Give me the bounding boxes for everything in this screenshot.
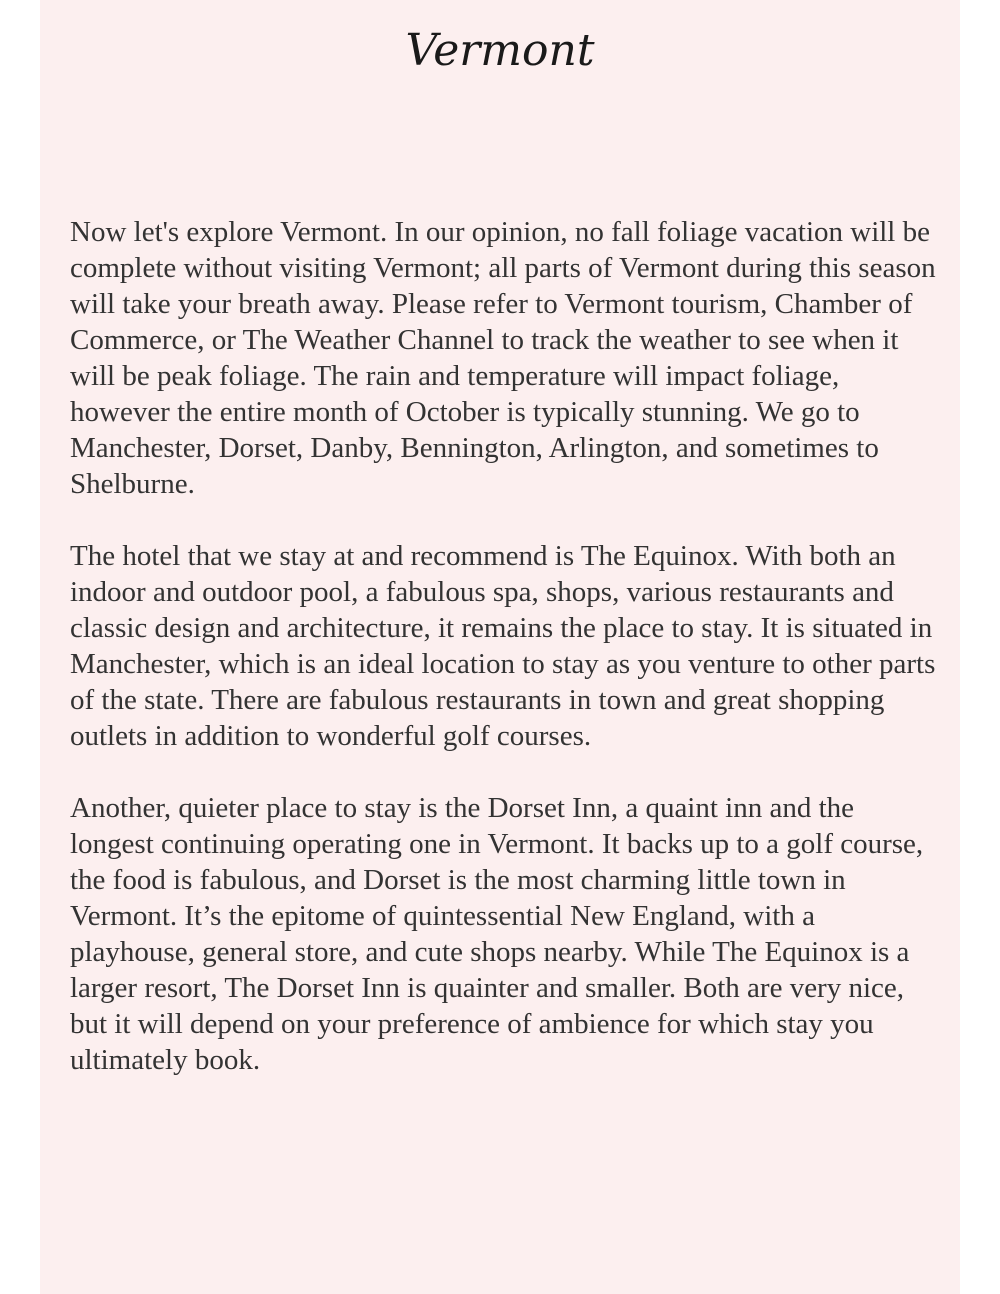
paragraph-intro: Now let's explore Vermont. In our opinion, no fall foliage vacation will be complete without visiting Vermont; all parts of Vermont during this season will take your breath away. Please refer to Vermont tourism, Chamber of Commerce, or The Weather Channel to track the weather to see when it will be peak foliage. The rain and temperature will impact foliage, however the entire month of October is typically stunning. We go to Manchester, Dorset, Danby, Bennington, Arlington, and sometimes to Shelburne. <box>70 216 936 500</box>
article-body <box>70 214 940 1114</box>
paragraph-equinox: The hotel that we stay at and recommend is The Equinox. With both an indoor and outdoor pool, a fabulous spa, shops, various restaurants and classic design and architecture, it remains the place to stay. It is situated in Manchester, which is an ideal location to stay as you venture to other parts of the state. There are fabulous restaurants in town and great shopping outlets in addition to wonderful golf courses. <box>70 540 936 752</box>
document-page <box>40 0 960 1294</box>
paragraph-dorset-inn: Another, quieter place to stay is the Dorset Inn, a quaint inn and the longest continuing operating one in Vermont. It backs up to a golf course, the food is fabulous, and Dorset is the most charming little town in Vermont. It’s the epitome of quintessential New England, with a playhouse, general store, and cute shops nearby. While The Equinox is a larger resort, The Dorset Inn is quainter and smaller. Both are very nice, but it will depend on your preference of ambience for which stay you ultimately book. <box>70 792 924 1076</box>
page-title: Vermont <box>405 25 595 76</box>
